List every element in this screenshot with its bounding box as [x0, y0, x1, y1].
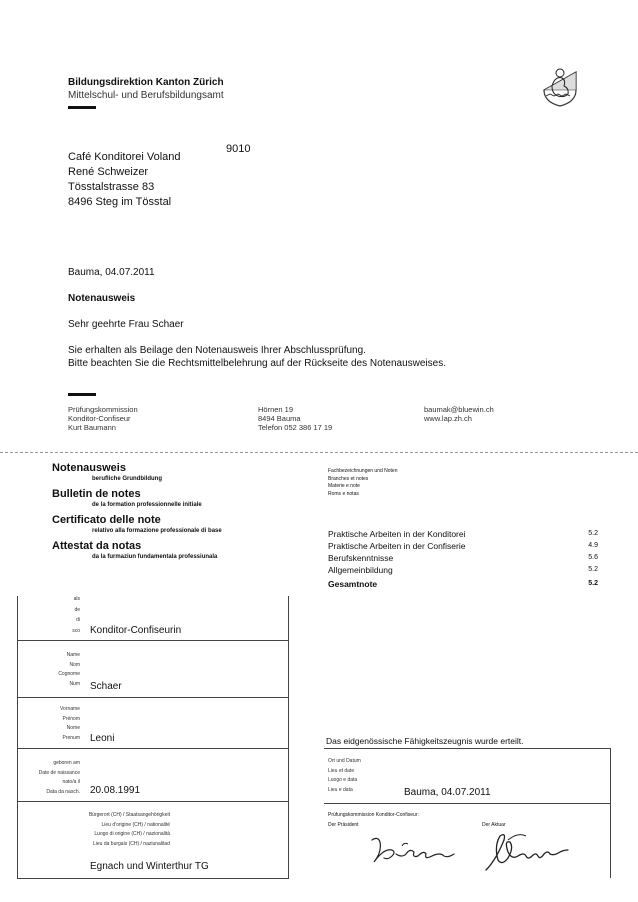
field-label: Lieu e data	[328, 786, 353, 793]
surname-labels	[20, 652, 80, 688]
letter-body-line: Bitte beachten Sie die Rechtsmittelbelehrung auf der Rückseite des Notenausweises.	[68, 358, 446, 369]
grade-total-label: Gesamtnote	[328, 579, 378, 589]
letter-subject: Notenausweis	[68, 293, 136, 304]
grade-subject: Allgemeinbildung	[328, 565, 393, 575]
title-it: Certificato delle note	[52, 514, 161, 526]
grades-header	[328, 468, 398, 498]
field-label: Luogo e data	[328, 777, 358, 783]
field-label: Name	[66, 652, 80, 658]
signer-actuary-label: Der Aktuar	[482, 822, 506, 828]
grade-row	[328, 540, 598, 552]
grade-subject: Praktische Arbeiten in der Confiserie	[328, 541, 466, 551]
field-label: Vorname	[59, 706, 80, 712]
origin-labels	[20, 812, 170, 848]
signers-commission: Prüfungskommission Konditor-Confiseur:	[328, 812, 419, 818]
fold-line	[0, 452, 638, 453]
firstname-labels	[20, 706, 80, 742]
subtitle-de: berufliche Grundbildung	[92, 476, 162, 482]
letter-body-line: Sie erhalten als Beilage den Notenausweis Ihrer Abschlussprüfung.	[68, 345, 366, 356]
footer-text: Telefon 052 386 17 19	[258, 423, 333, 432]
address-line: Tösstalstrasse 83	[68, 181, 155, 193]
field-label: de	[74, 606, 80, 613]
footer-text: Prüfungskommission	[68, 405, 138, 414]
grades-header-text: Roms e notas	[328, 490, 359, 497]
subtitle-rm: da la furmaziun fundamentala professiunala	[92, 554, 218, 560]
field-label: Bürgerort (CH) / Staatsangehörigkeit	[88, 812, 170, 818]
president-signature	[368, 832, 464, 872]
address-line: René Schweizer	[68, 166, 149, 178]
divider	[17, 801, 289, 802]
address-line: Café Konditorei Voland	[68, 151, 181, 163]
field-label: Luogo di origine (CH) / nazionalità	[94, 831, 170, 837]
footer-col-2	[258, 405, 332, 432]
divider	[17, 640, 289, 641]
frame-right	[288, 596, 289, 879]
footer-website[interactable]: www.lap.zh.ch	[424, 414, 472, 423]
firstname-value: Leoni	[90, 733, 115, 744]
dept-name: Mittelschul- und Berufsbildungsamt	[68, 90, 224, 101]
footer-text: Konditor-Confiseur	[68, 414, 131, 423]
letter-salutation: Sehr geehrte Frau Schaer	[68, 319, 184, 330]
grade-total-row	[328, 578, 598, 590]
divider	[324, 803, 610, 804]
profession-value: Konditor-Confiseurin	[90, 625, 182, 636]
field-label: Cognome	[58, 671, 80, 677]
field-label: Nome	[66, 725, 80, 731]
grades-header-text: Branches et notes	[328, 475, 369, 482]
frame-left	[17, 596, 18, 879]
field-label: Date de naissance	[38, 769, 80, 776]
field-label: nato/a il	[62, 779, 80, 785]
certificate-titles	[52, 462, 292, 561]
grade-value: 5.6	[588, 554, 598, 561]
grade-total-value: 5.2	[588, 580, 598, 587]
field-label: Lieu et date	[328, 767, 355, 774]
footer-text: Kurt Baumann	[68, 423, 116, 432]
divider	[17, 878, 289, 879]
frame-right-col	[610, 748, 611, 878]
field-label: Nom	[69, 661, 80, 668]
accent-bar	[68, 393, 96, 396]
footer-text: Hörnen 19	[258, 405, 294, 414]
grade-row	[328, 552, 598, 564]
grade-value: 4.9	[588, 542, 598, 549]
org-name: Bildungsdirektion Kanton Zürich	[68, 77, 224, 88]
footer-col-1	[68, 405, 138, 432]
field-label: di	[76, 617, 80, 623]
grades-header-text: Fachbezeichnungen und Noten	[328, 468, 398, 474]
grade-row	[328, 564, 598, 576]
grade-subject: Berufskenntnisse	[328, 553, 394, 563]
grade-value: 5.2	[588, 530, 598, 537]
profession-labels	[20, 596, 80, 635]
footer-text: 8494 Bauma	[258, 414, 301, 423]
title-de: Notenausweis	[52, 462, 126, 474]
field-label: Data da nasch.	[46, 788, 80, 795]
certificate-statement: Das eidgenössische Fähigkeitszeugnis wurde erteilt.	[326, 736, 524, 746]
place-date-labels	[328, 758, 361, 794]
title-rm: Attestat da notas	[52, 540, 142, 552]
field-label: sco	[72, 627, 80, 634]
field-label: Ort und Datum	[328, 758, 361, 764]
field-label: Lieu da burgais (CH) / naziunalitad	[93, 840, 170, 847]
grade-value: 5.2	[588, 566, 598, 573]
letter-date: Bauma, 04.07.2011	[68, 267, 155, 278]
title-fr: Bulletin de notes	[52, 488, 141, 500]
field-label: als	[73, 596, 80, 602]
divider	[324, 748, 610, 749]
origin-value: Egnach und Winterthur TG	[90, 861, 209, 872]
birthdate-value: 20.08.1991	[90, 785, 141, 796]
signer-president-label: Der Präsident	[328, 822, 359, 828]
field-label: Prenum	[62, 734, 80, 741]
grade-subject: Praktische Arbeiten in der Konditorei	[328, 529, 466, 539]
field-label: geboren am	[53, 760, 80, 766]
actuary-signature	[478, 826, 578, 876]
address-line: 8496 Steg im Tösstal	[68, 196, 172, 208]
place-date-value: Bauma, 04.07.2011	[404, 787, 491, 798]
accent-bar	[68, 106, 96, 109]
birth-labels	[2, 760, 80, 796]
canton-lion-emblem	[538, 64, 582, 108]
postcode-mark: 9010	[226, 143, 251, 155]
grades-header-text: Materie e note	[328, 483, 360, 489]
subtitle-it: relativo alla formazione professionale di base	[92, 528, 222, 534]
divider	[17, 748, 289, 749]
grade-row	[328, 528, 598, 540]
surname-value: Schaer	[90, 681, 122, 692]
footer-col-3	[424, 405, 494, 423]
divider	[17, 697, 289, 698]
footer-email[interactable]: baumak@bluewin.ch	[424, 405, 494, 414]
subtitle-fr: de la formation professionnelle initiale	[92, 502, 202, 508]
field-label: Prénom	[62, 715, 80, 722]
field-label: Num	[69, 680, 80, 687]
field-label: Lieu d'origine (CH) / nationalité	[101, 821, 170, 828]
